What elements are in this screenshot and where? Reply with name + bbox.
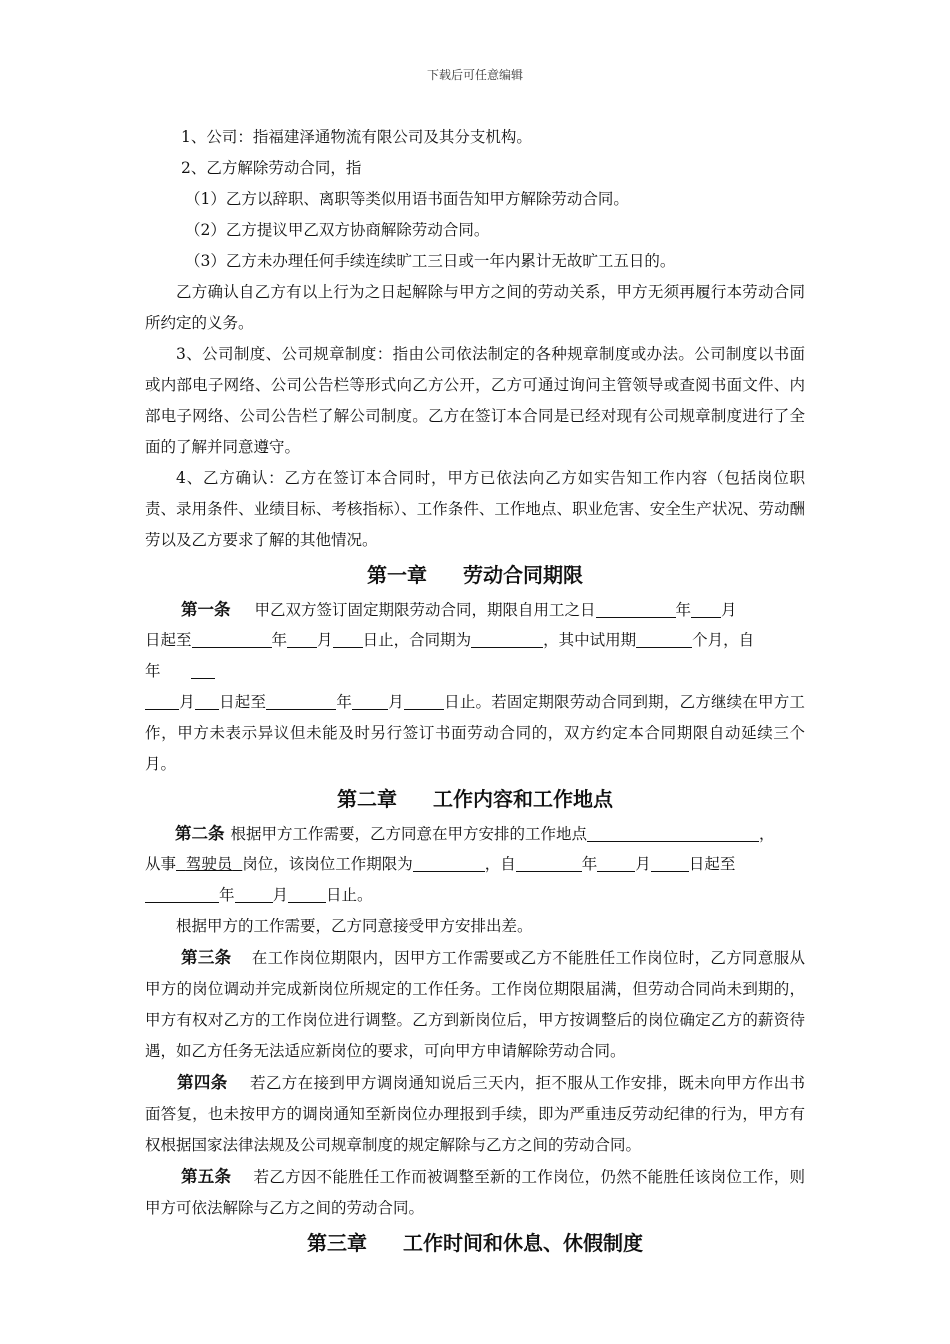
chapter-3-number: 第三章 <box>307 1231 367 1255</box>
start-year-blank[interactable] <box>596 599 676 618</box>
chapter-3-title <box>145 1224 805 1262</box>
article-3: 第三条 在工作岗位期限内，因甲方工作需要或乙方不能胜任工作岗位时，乙方同意服从甲方的岗位调动并完成新岗位所规定的工作任务。工作岗位期限届满，但劳动合同尚未到期的，甲方有权对乙方的工作岗位进行调整。乙方到新岗位后，甲方按调整后的岗位确定乙方的薪资待遇，如乙方任务无法适应新岗位的要求，可向甲方申请解除劳动合同。 <box>145 948 805 1060</box>
article-4: 第四条 若乙方在接到甲方调岗通知说后三天内，拒不服从工作安排，既未向甲方作出书面答复，也未按甲方的调岗通知至新岗位办理报到手续，即为严重违反劳动纪律的行为，甲方有权根据国家法律法规及公司规章制度的规定解除与乙方之间的劳动合同。 <box>145 1073 805 1154</box>
article-1-line-4: 月 日起至 年 月 日止。若固定期限劳动合同到期，乙方继续在甲方工作，甲方未表示异议但未能及时另行签订书面劳动合同的，双方约定本合同期限自动延续三个月。 <box>145 693 805 773</box>
position-end-year-blank[interactable] <box>145 884 219 903</box>
article-2-business-trip: 根据甲方的工作需要，乙方同意接受甲方安排出差。 <box>176 917 533 935</box>
definition-company: 1、公司：指福建泽通物流有限公司及其分支机构。 <box>181 128 532 146</box>
definition-termination-confirm: 乙方确认自乙方有以上行为之日起解除与甲方之间的劳动关系，甲方无须再履行本劳动合同所约定的义务。 <box>145 283 805 332</box>
chapter-1-text: 劳动合同期限 <box>463 563 583 587</box>
job-position[interactable]: 驾驶员 <box>185 855 233 873</box>
article-2-line-2: 从事 驾驶员 岗位，该岗位工作期限为 ，自 年 月 日起至 <box>145 855 736 873</box>
chapter-2-text: 工作内容和工作地点 <box>433 787 613 811</box>
article-1-line-1: 第一条 甲乙双方签订固定期限劳动合同，期限自用工之日 年 月 <box>181 600 737 619</box>
work-location-blank[interactable] <box>587 823 759 842</box>
document-body <box>145 122 805 1262</box>
probation-start-day-blank[interactable] <box>195 691 219 710</box>
article-1-line-3: 年 <box>145 656 805 687</box>
article-3-label: 第三条 <box>181 948 232 967</box>
end-year-blank[interactable] <box>192 629 272 648</box>
definition-company-rules: 3、公司制度、公司规章制度：指由公司依法制定的各种规章制度或办法。公司制度以书面或内部电子网络、公司公告栏等形式向乙方公开，乙方可通过询问主管领导或查阅书面文件、内部电子网络、公司公告栏了解公司制度。乙方在签订本合同是已经对现有公司规章制度进行了全面的了解并同意遵守。 <box>145 345 805 456</box>
chapter-2-title <box>145 780 805 818</box>
position-period-blank[interactable] <box>413 853 485 872</box>
article-1-label: 第一条 <box>181 600 231 619</box>
definition-termination: 2、乙方解除劳动合同，指 <box>181 159 362 177</box>
definition-employee-confirm: 4、乙方确认：乙方在签订本合同时，甲方已依法向乙方如实告知工作内容（包括岗位职责、录用条件、业绩目标、考核指标）、工作条件、工作地点、职业危害、安全生产状况、劳动酬劳以及乙方要求了解的其他情况。 <box>145 469 805 549</box>
article-4-label: 第四条 <box>177 1073 228 1092</box>
probation-end-year-blank[interactable] <box>266 691 336 710</box>
end-month-blank[interactable] <box>287 629 317 648</box>
probation-start-month-blank[interactable] <box>145 691 179 710</box>
article-1-line-2: 日起至 年 月 日止，合同期为 ，其中试用期 个月，自 <box>145 631 755 649</box>
position-start-year-blank[interactable] <box>516 853 582 872</box>
article-2-line-1: 第二条 根据甲方工作需要，乙方同意在甲方安排的工作地点 ， <box>175 824 775 843</box>
chapter-1-number: 第一章 <box>367 563 427 587</box>
page-header: 下载后可任意编辑 <box>426 68 523 82</box>
definition-termination-3: （3）乙方未办理任何手续连续旷工三日或一年内累计无故旷工五日的。 <box>185 252 676 270</box>
position-start-month-blank[interactable] <box>597 853 635 872</box>
chapter-2-number: 第二章 <box>337 787 397 811</box>
position-end-day-blank[interactable] <box>288 884 326 903</box>
chapter-3-text: 工作时间和休息、休假制度 <box>403 1231 643 1255</box>
probation-start-year-blank[interactable] <box>191 660 215 679</box>
article-2-label: 第二条 <box>175 824 225 843</box>
probation-months-blank[interactable] <box>636 629 692 648</box>
start-month-blank[interactable] <box>691 599 721 618</box>
probation-end-month-blank[interactable] <box>352 691 388 710</box>
contract-period-blank[interactable] <box>471 629 543 648</box>
definition-termination-2: （2）乙方提议甲乙双方协商解除劳动合同。 <box>185 221 490 239</box>
chapter-1-title <box>145 556 805 594</box>
end-day-blank[interactable] <box>333 629 363 648</box>
article-2-line-3: 年 月 日止。 <box>145 880 805 911</box>
position-end-month-blank[interactable] <box>235 884 273 903</box>
definition-termination-1: （1）乙方以辞职、离职等类似用语书面告知甲方解除劳动合同。 <box>185 190 629 208</box>
position-start-day-blank[interactable] <box>651 853 689 872</box>
article-5: 第五条 若乙方因不能胜任工作而被调整至新的工作岗位，仍然不能胜任该岗位工作，则甲方可依法解除与乙方之间的劳动合同。 <box>145 1167 805 1217</box>
article-5-label: 第五条 <box>181 1167 232 1186</box>
probation-end-day-blank[interactable] <box>404 691 444 710</box>
